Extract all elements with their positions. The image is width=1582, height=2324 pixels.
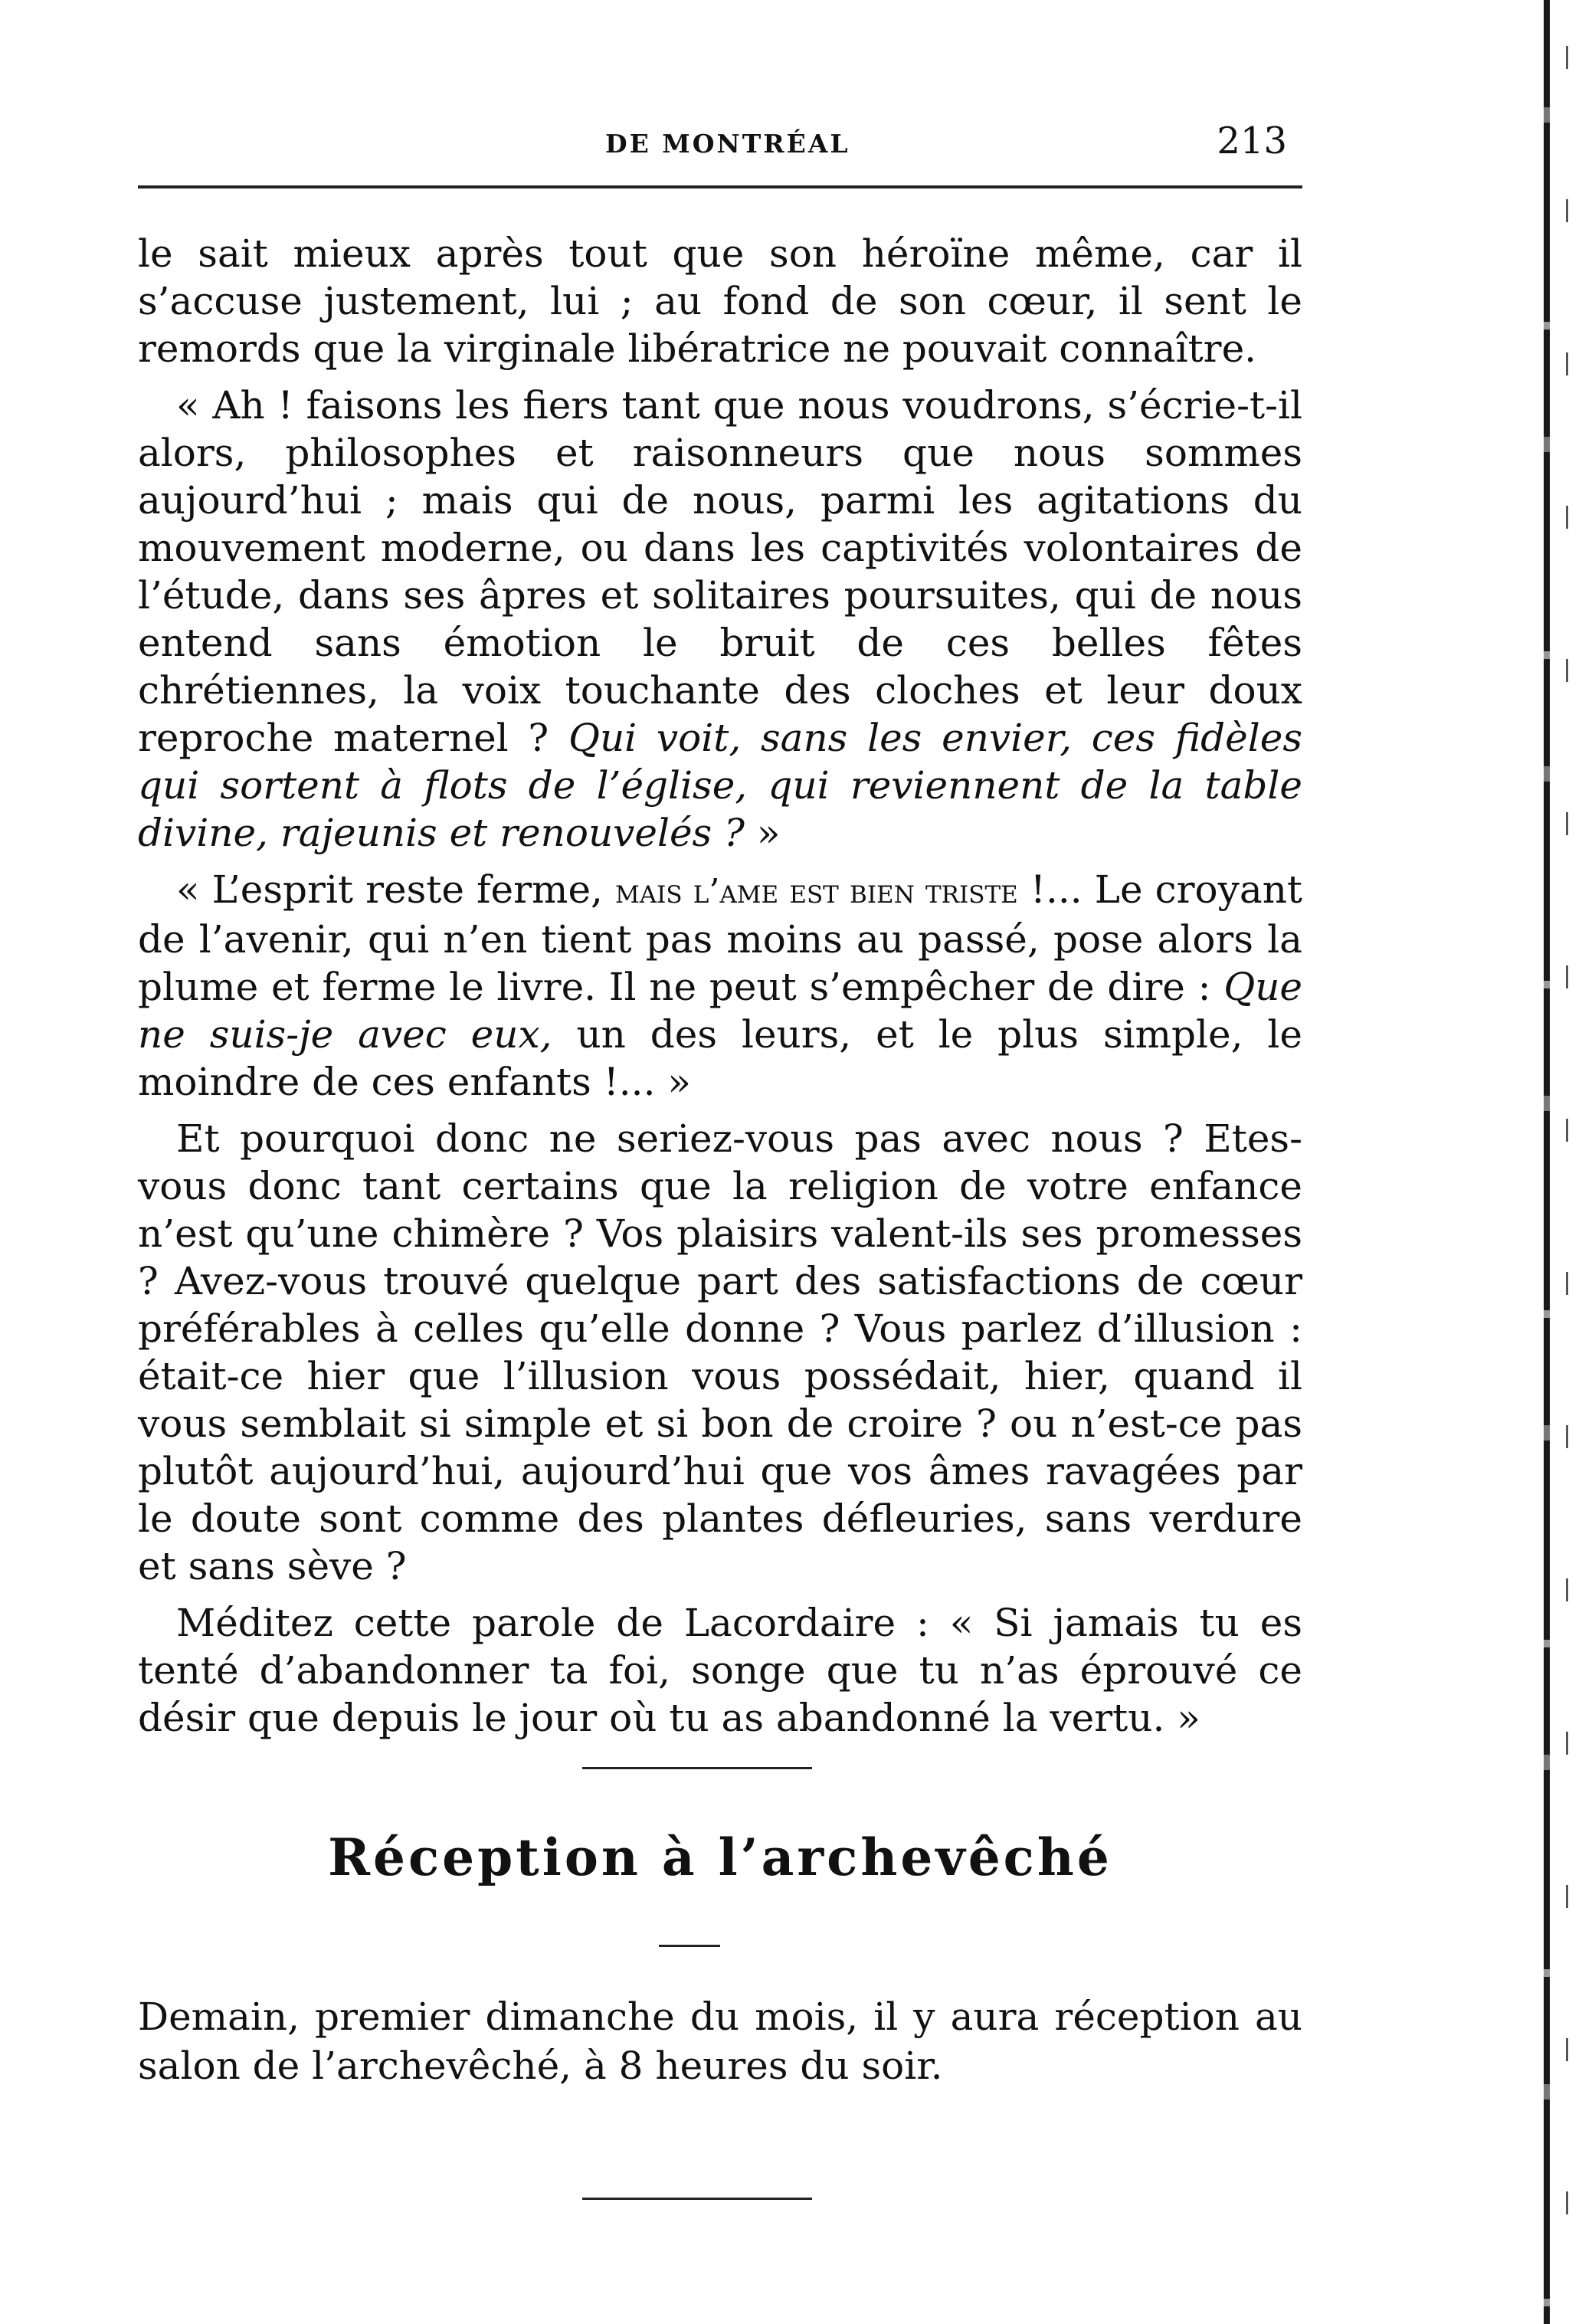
header-rule bbox=[138, 185, 1302, 188]
paragraph-3-start: « L’esprit reste ferme, bbox=[176, 867, 616, 912]
paragraph-5: Méditez cette parole de Lacordaire : « Si jamais tu es tenté d’abandonner ta foi, songe que tu n’as éprouvé ce désir que depuis le jour où tu as abandonné la vertu. » bbox=[138, 1601, 1302, 1740]
section-title-underline bbox=[659, 1945, 720, 1947]
section-divider-top bbox=[582, 1767, 812, 1769]
paragraph-2-close: » bbox=[744, 811, 781, 855]
paragraph-2-italic: Qui voit, sans les envier, ces fidèles qui sortent à flots de l’église, qui reviennent de la table divine, rajeunis et renouvelés ? bbox=[138, 716, 1302, 855]
section-divider-bottom bbox=[582, 2198, 812, 2200]
paragraph-3-italic: Que ne suis-je avec eux, bbox=[138, 965, 1302, 1057]
paragraph-4: Et pourquoi donc ne seriez-vous pas avec nous ? Etes-vous donc tant certains que la religion de votre enfance n’est qu’une chimère ? Vos plaisirs valent-ils ses promesses ? Avez-vous trouvé quelque part des satisfactions de cœur préférables à celles qu’elle donne ? Vous parlez d’illusion : était-ce hier que l’illusion vous possédait, hier, quand il vous semblait si simple et si bon de croire ? ou n’est-ce pas plutôt aujourd’hui, aujourd’hui que vos âmes ravagées par le doute sont comme des plantes défleuries, sans verdure et sans sève ? bbox=[138, 1116, 1302, 1588]
scan-edge-marks bbox=[1566, 0, 1568, 2324]
paragraph-2-text: « Ah ! faisons les fiers tant que nous voudrons, s’écrie-t-il alors, philosophes et raisonneurs que nous sommes aujourd’hui ; mais qui de nous, parmi les agitations du mouvement moderne, ou dans les captivités volontaires de l’étude, dans ses âpres et solitaires poursuites, qui de nous entend sans émotion le bruit de ces belles fêtes chrétiennes, la voix touchante des cloches et leur doux reproche maternel ? bbox=[138, 383, 1302, 760]
running-title: DE MONTRÉAL bbox=[605, 129, 850, 159]
paragraph-3-end: un des leurs, et le plus simple, le moindre de ces enfants !... » bbox=[138, 1012, 1302, 1104]
paragraph-3 bbox=[138, 866, 1302, 1106]
section-text: Demain, premier dimanche du mois, il y aura réception au salon de l’archevêché, à 8 heures du soir. bbox=[138, 1995, 1302, 2088]
article-body bbox=[138, 230, 1302, 1751]
paragraph-2 bbox=[138, 382, 1302, 857]
page-header bbox=[138, 115, 1302, 176]
section-title: Réception à l’archevêché bbox=[328, 1827, 1112, 1887]
page-number: 213 bbox=[1217, 120, 1287, 162]
scan-binding-edge bbox=[1544, 0, 1550, 2324]
paragraph-1: le sait mieux après tout que son héroïne même, car il s’accuse justement, lui ; au fond de son cœur, il sent le remords que la virginale libératrice ne pouvait connaître. bbox=[138, 231, 1302, 371]
paragraph-3-smallcaps: mais l’ame est bien triste bbox=[615, 872, 1018, 911]
paragraph-3-mid: !... Le croyant de l’avenir, qui n’en tient pas moins au passé, pose alors la plume et ferme le livre. Il ne peut s’empêcher de dire : bbox=[138, 867, 1302, 1009]
